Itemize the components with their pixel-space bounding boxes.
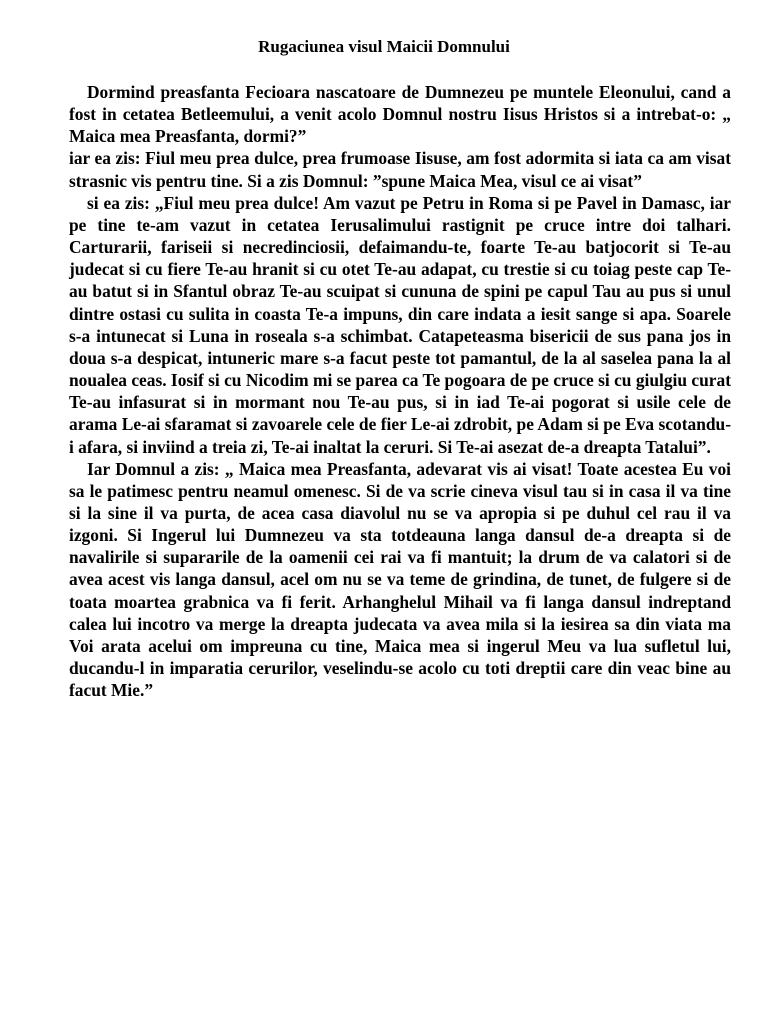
paragraph-2: iar ea zis: Fiul meu prea dulce, prea frumoase Iisuse, am fost adormita si iata ca am visat strasnic vis pentru tine. Si a zis Domnul: ”spune Maica Mea, visul ce ai visat” bbox=[69, 148, 731, 191]
paragraph-1: Dormind preasfanta Fecioara nascatoare de Dumnezeu pe muntele Eleonului, cand a fost in cetatea Betleemului, a venit acolo Domnul nostru Iisus Hristos si a intrebat-o: „ Maica mea Preasfanta, dormi?” bbox=[69, 82, 731, 147]
document-body bbox=[69, 81, 731, 701]
document-title: Rugaciunea visul Maicii Domnului bbox=[258, 37, 510, 56]
paragraph-4: Iar Domnul a zis: „ Maica mea Preasfanta, adevarat vis ai visat! Toate acestea Eu voi sa le patimesc pentru neamul omenesc. Si de va scrie cineva visul tau si in casa il va tine si la sine il va purta, de acea casa diavolul nu se va apropia si pe duhul cel rau il va izgoni. Si Ingerul lui Dumnezeu va sta totdeauna langa dansul de-a dreapta si de navalirile si supararile de la oamenii cei rai va fi mantuit; la drum de va calatori si de avea acest vis langa dansul, acel om nu se va teme de grindina, de tunet, de fulgere si de toata moartea grabnica va fi ferit. Arhanghelul Mihail va fi langa dansul indreptand calea lui incotro va merge la dreapta judecata va avea mila si la iesirea sa din viata ma Voi arata acelui om impreuna cu tine, Maica mea si ingerul Meu va lua sufletul lui, ducandu-l in imparatia cerurilor, veselindu-se acolo cu toti dreptii care din veac bine au facut Mie.” bbox=[69, 458, 731, 701]
paragraph-3: si ea zis: „Fiul meu prea dulce! Am vazut pe Petru in Roma si pe Pavel in Damasc, iar pe tine te-am vazut in cetatea Ierusalimului rastignit pe cruce intre doi talhari. Carturarii, fariseii si necredinciosii, defaimandu-te, foarte Te-au batjocorit si Te-au judecat si cu fiere Te-au hranit si cu otet Te-au adapat, cu trestie si cu toiag peste cap Te-au batut si in Sfantul obraz Te-au scuipat si cununa de spini pe capul Tau au pus si unul dintre ostasi cu sulita in coasta Te-a impuns, din care indata a iesit sange si apa. Soarele s-a intunecat si Luna in roseala s-a schimbat. Catapeteasma bisericii de sus pana jos in doua s-a despicat, intuneric mare s-a facut peste tot pamantul, de la al saselea pana la al noualea ceas. Iosif si cu Nicodim mi se parea ca Te pogoara de pe cruce si cu giulgiu curat Te-au infasurat si in mormant nou Te-au pus, si in iad Te-ai pogorat si usile cele de arama Le-ai sfaramat si zavoarele cele de fier Le-ai zdrobit, pe Adam si pe Eva scotandu-i afara, si inviind a treia zi, Te-ai inaltat la ceruri. Si Te-ai asezat de-a dreapta Tatalui”. bbox=[69, 192, 731, 457]
